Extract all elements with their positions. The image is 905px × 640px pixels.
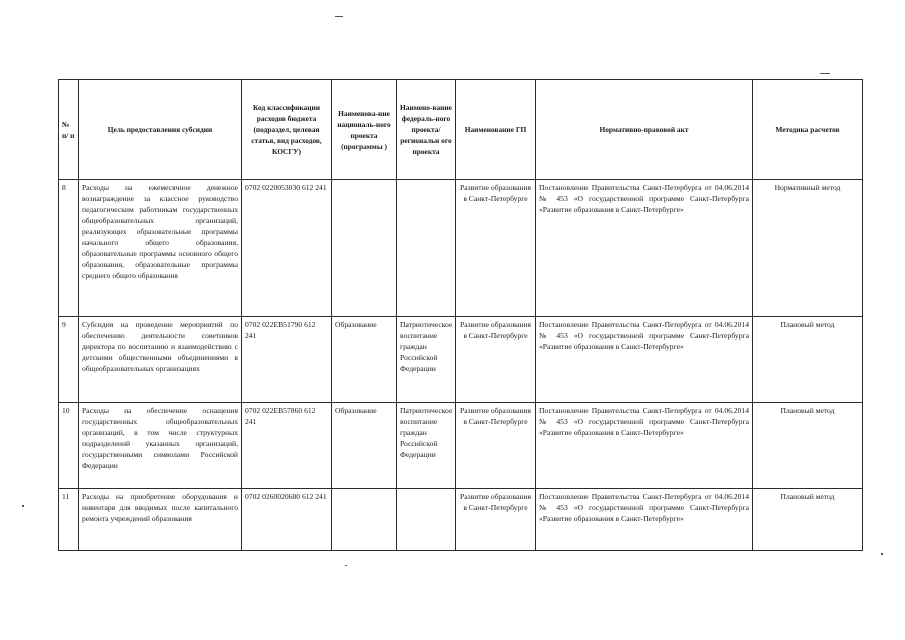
row-goal: Субсидия на проведение мероприятий по обеспечению деятельности советников директора по воспитанию и взаимодействию с детскими общественными объединениями в общеобразовательных организациях [79,317,242,403]
row-method: Плановый метод [753,489,863,551]
row-num: 11 [59,489,79,551]
row-method: Нормативный метод [753,180,863,317]
header-goal: Цель предоставления субсидии [79,80,242,180]
row-goal: Расходы на обеспечение оснащения государственных общеобразовательных организаций, в том числе структурных подразделений указанных организаций, государственными символами Российской Федерации [79,403,242,489]
row-act: Постановление Правительства Санкт-Петербурга от 04.06.2014 № 453 «О государственной программе Санкт-Петербурга «Развитие образования в Санкт-Петербурге» [536,403,753,489]
row-national-project [332,489,397,551]
row-goal: Расходы на приобретение оборудования и инвентаря для вводимых после капитального ремонта учреждений образования [79,489,242,551]
scan-speck [335,16,343,17]
row-act: Постановление Правительства Санкт-Петербурга от 04.06.2014 № 453 «О государственной программе Санкт-Петербурга «Развитие образования в Санкт-Петербурге» [536,317,753,403]
scan-speck [345,565,347,566]
row-gp: Развитие образования в Санкт-Петербурге [456,317,536,403]
row-num: 9 [59,317,79,403]
header-act: Нормативно-правовой акт [536,80,753,180]
row-national-project [332,180,397,317]
row-gp: Развитие образования в Санкт-Петербурге [456,403,536,489]
row-code: 0702 022EB51790 612 241 [242,317,332,403]
scan-speck [820,73,830,74]
header-code: Код классификации расходов бюджета (подраздел, целевая статья, вид расходов, КОСГУ) [242,80,332,180]
table-row [59,180,863,317]
table-row [59,317,863,403]
header-federal-project: Наимено-вание федераль-ного проекта/ региональн ого проекта [397,80,456,180]
row-gp: Развитие образования в Санкт-Петербурге [456,180,536,317]
header-national-project: Наименова-ние националь-ного проекта (программы ) [332,80,397,180]
row-federal-project [397,180,456,317]
row-code: 0702 022EB57860 612 241 [242,403,332,489]
row-national-project: Образование [332,317,397,403]
row-num: 10 [59,403,79,489]
row-federal-project: Патриотическое воспитание граждан Российской Федерации [397,403,456,489]
header-gp: Наименование ГП [456,80,536,180]
subsidy-table [58,79,863,551]
row-code: 0702 0260020680 612 241 [242,489,332,551]
scan-speck [22,505,24,507]
scan-speck [881,553,883,555]
table-row [59,403,863,489]
row-gp: Развитие образования в Санкт-Петербурге [456,489,536,551]
header-row [59,80,863,180]
row-national-project: Образование [332,403,397,489]
header-num: № п/ п [59,80,79,180]
row-method: Плановый метод [753,403,863,489]
row-goal: Расходы на ежемесячное денежное вознаграждение за классное руководство педагогическим работникам государственных общеобразовательных организаций, реализующих образовательные программы начального общего образования, образовательные программы основного общего образования, образовательные программы среднего общего образования [79,180,242,317]
row-federal-project [397,489,456,551]
row-federal-project: Патриотическое воспитание граждан Российской Федерации [397,317,456,403]
row-act: Постановление Правительства Санкт-Петербурга от 04.06.2014 № 453 «О государственной программе Санкт-Петербурга «Развитие образования в Санкт-Петербурге» [536,180,753,317]
row-code: 0702 0220053030 612 241 [242,180,332,317]
row-act: Постановление Правительства Санкт-Петербурга от 04.06.2014 № 453 «О государственной программе Санкт-Петербурга «Развитие образования в Санкт-Петербурге» [536,489,753,551]
table-row [59,489,863,551]
row-num: 8 [59,180,79,317]
row-method: Плановый метод [753,317,863,403]
header-method: Методика расчетов [753,80,863,180]
